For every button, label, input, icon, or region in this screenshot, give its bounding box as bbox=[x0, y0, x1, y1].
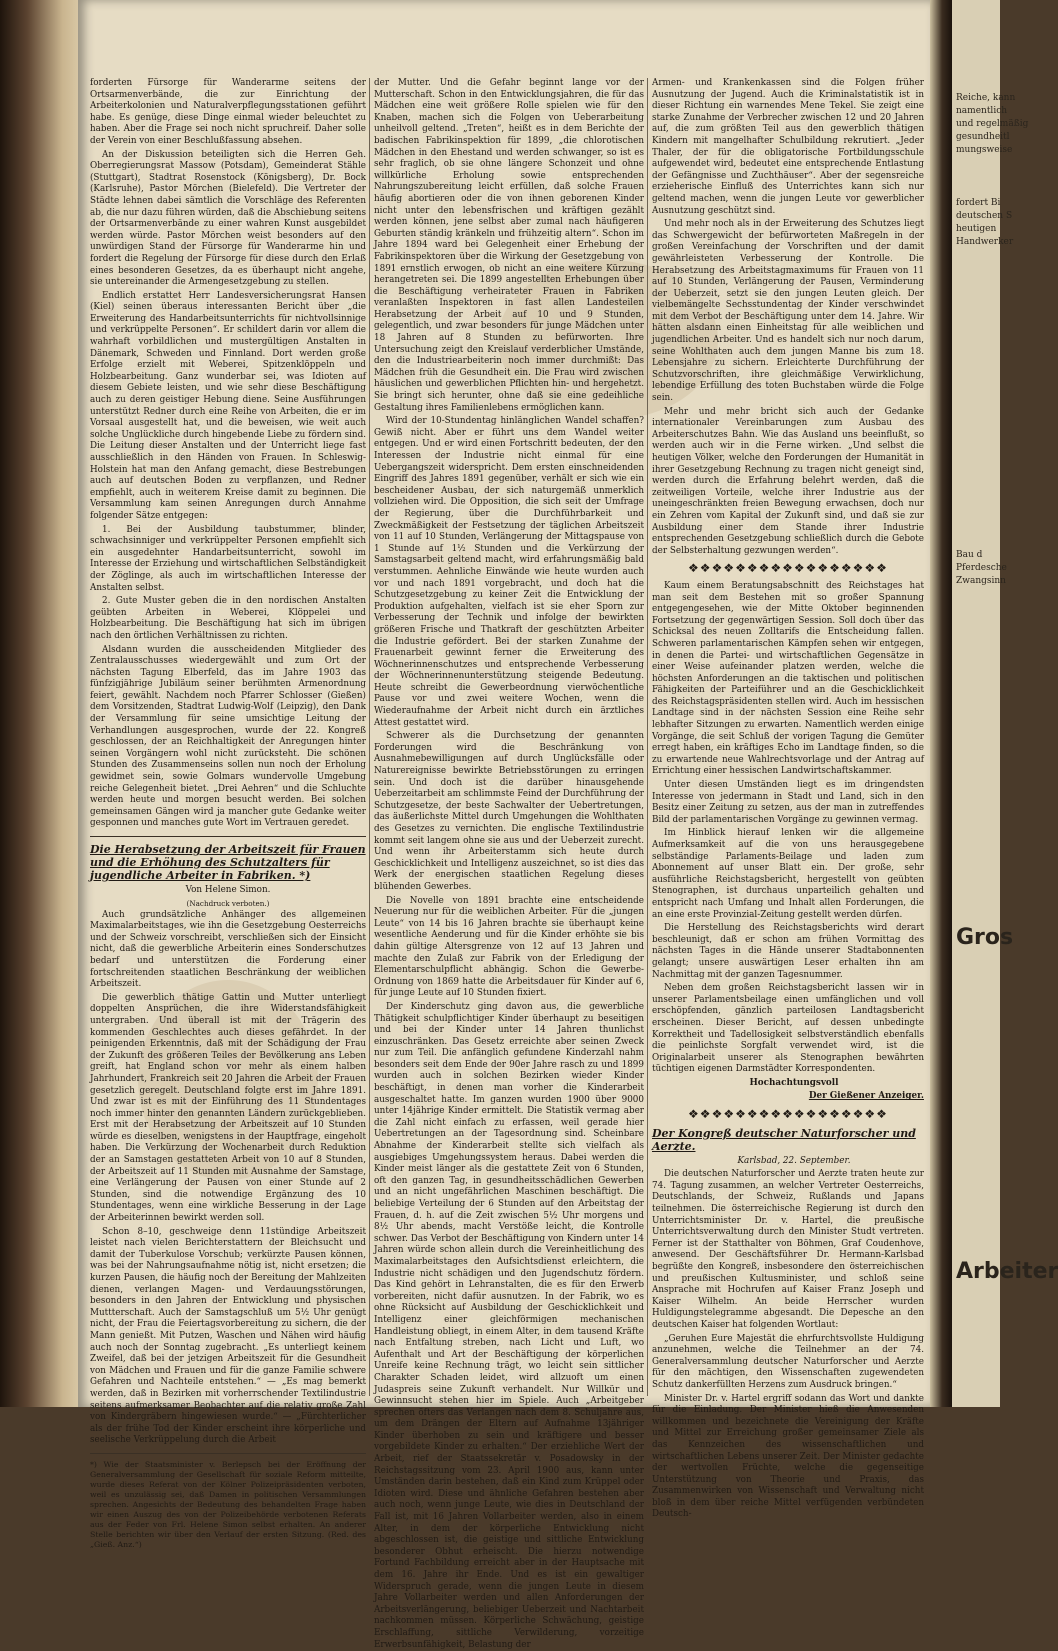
edge-text: deutschen S bbox=[956, 211, 1013, 221]
paragraph: Wird der 10-Stundentag hinlänglichen Wandel schaffen? Gewiß nicht. Aber er führt uns dem Wandel weiter entgegen. Und er wird einen Fortschritt bedeuten, der den Interessen der Industrie nicht einmal für eine Uebergangszeit widerspricht. Dem ersten einschneidenden Eingriff des Jahres 1891 gegenüber, verhält er sich wie ein bescheidener Ausbau, der sich naturgemäß unmerklich vollziehen wird. Die Opposition, die sich seit der Umfrage der Regierung, über die Durchführbarkeit und Zweckmäßigkeit der Festsetzung der täglichen Arbeitszeit von 11 auf 10 Stunden, Verlängerung der Mittagspause von 1 Stunde auf 1½ Stunden und die Verkürzung der Samstagsarbeit geltend macht, wird erfahrungsmäßig bald verstummen. Aehnliche Einwände wie heute wurden auch vor und nach 1891 vorgebracht, und doch hat die Schutzgesetzgebung zu keiner Zeit die Entwicklung der Produktion aufgehalten, vielfach ist sie eher Sporn zur Verbesserung der Technik und infolge der bewirkten größeren Frische und Thatkraft der geschützten Arbeiter die Industrie gefördert. Bei der starken Zunahme der Frauenarbeit gewinnt ferner die Erweiterung des Wöchnerinnenschutzes und entsprechende Verbesserung der Wöchnerinnenunterstützung steigende Bedeutung. Heute schreibt die Gewerbeordnung vierwöchentliche Pause vor und zwei weitere Wochen, wenn die Wiederaufnahme der Arbeit nicht durch ein ärztliches Attest gestattet wird. bbox=[374, 416, 644, 728]
paragraph: Kaum einem Beratungsabschnitt des Reichstages hat man seit dem Bestehen mit so großer Spannung entgegengesehen, wie der Mitte Oktober beginnenden Fortsetzung der gegenwärtigen Session. Soll doch über das Schicksal des neuen Zolltarifs die Entscheidung fallen. Schweren parlamentarischen Kämpfen sehen wir entgegen, in denen die Partei- und wirtschaftlichen Gegensätze in einer Weise aufeinander platzen werden, welche die höchsten Anforderungen an die taktischen und politischen Fähigkeiten der Parteiführer und an die Geschicklichkeit des Reichstagspräsidenten stellen wird. Auch im hessischen Landtage sind in der nächsten Session eine Reihe sehr lebhafter Sitzungen zu erwarten. Namentlich werden einige Vorgänge, die seit Schluß der vorigen Tagung die Gemüter erregt haben, ein kräftiges Echo im Landtage finden, so die zu erwartende neue Wahlrechtsvorlage und der Antrag auf Errichtung einer hessischen Landwirtschaftskammer. bbox=[652, 580, 924, 777]
column-1 bbox=[90, 78, 366, 1549]
paragraph: Im Hinblick hierauf lenken wir die allgemeine Aufmerksamkeit auf die von uns herausgegebene selbständige Parlaments-Beilage und laden zum Abonnement auf unser Blatt ein. Der große, sehr ausführliche Reichstagsbericht, hergestellt von geübten Stenographen, ist durchaus unparteilich gehalten und entspricht nach Umfang und Inhalt allen Forderungen, die an eine erste Provinzial-Zeitung gestellt werden dürfen. bbox=[652, 828, 924, 920]
edge-text: Pferdesche bbox=[956, 563, 1007, 573]
edge-text: fordert Bi bbox=[956, 198, 1001, 208]
paragraph: Unter diesen Umständen liegt es im dringendsten Interesse von jedermann in Stadt und Land, sich in den Besitz einer Zeitung zu setzen, aus der man in zutreffendes Bild der parlamentarischen Vorgänge zu gewinnen vermag. bbox=[652, 780, 924, 825]
column-2 bbox=[374, 78, 644, 1650]
paragraph: Die Novelle von 1891 brachte eine entscheidende Neuerung nur für die weiblichen Arbeiter. Für die „jungen Leute“ von 14 bis 16 Jahren brachte sie überhaupt keine wesentliche Aenderung und für die Kinder erhöhte sie bis dahin gültige Altersgrenze von 12 auf 13 Jahren und machte den Zulaß zur Fabrik von der Erledigung der Elementarschulpflicht abhängig. Schon die Gewerbe-Ordnung von 1869 hatte die Arbeitsdauer für Kinder auf 6, für junge Leute auf 10 Stunden fixiert. bbox=[374, 895, 644, 999]
paragraph: Die Herstellung des Reichstagsberichts wird derart beschleunigt, daß er schon am frühen Vormittag des nächsten Tages in die Hände unserer Stadtabonnenten gelangt; unsere auswärtigen Leser erhalten ihn am Nachmittag mit der ganzen Tagesnummer. bbox=[652, 923, 924, 980]
edge-text: Handwerker bbox=[956, 237, 1014, 247]
reprint-notice: (Nachdruck verboten.) bbox=[186, 898, 270, 908]
paragraph: 1. Bei der Ausbildung taubstummer, blinder, schwachsinniger und verkrüppelter Personen empfiehlt sich ein ausgedehnter Handarbeitsunterricht, sowohl im Interesse der Erziehung und wirtschaftlichen Selbständigkeit der Zöglinge, als auch im wirtschaftlichen Interesse der Anstalten selbst. bbox=[90, 524, 366, 593]
edge-text: gesundheitl bbox=[956, 132, 1010, 142]
article-headline: Der Kongreß deutscher Naturforscher und Aerzte. bbox=[652, 1126, 916, 1153]
byline: Von Helene Simon. bbox=[185, 885, 271, 895]
edge-text: mungsweise bbox=[956, 145, 1013, 155]
next-page-edge bbox=[952, 0, 1058, 1407]
footnote: *) Wie der Staatsminister v. Berlepsch bei der Eröffnung der Generalversammlung der Gesellschaft für soziale Reform mitteilte, wurde dieses Referat von der Kölner Polizeipräsidenten verboten, weil es unzulässig sei, daß Damen in politischen Versammlungen sprechen. Angesichts der Bedeutung des behandelten Frage haben wir einen Auszug des von der Polizeibehörde verbotenen Referats aus der Feder von Frl. Helene Simon selbst erhalten. An anderer Stelle berichten wir über den Verlauf der ersten Sitzung. (Red. des „Gieß. Anz.“) bbox=[90, 1459, 366, 1549]
paragraph: Die deutschen Naturforscher und Aerzte traten heute zur 74. Tagung zusammen, an welcher Vertreter Oesterreichs, Deutschlands, der Schweiz, Rußlands und Japans teilnehmen. Die österreichische Regierung ist durch den Unterrichtsminister Dr. v. Hartel, die preußische Unterrichtsverwaltung durch den Minister Studt vertreten. Ferner ist der Statthalter von Böhmen, Graf Coudenhove, anwesend. Der Geschäftsführer Dr. Hermann-Karlsbad begrüßte den Kongreß, insbesondere den österreichischen und preußischen Kultusminister, und schloß seine Ansprache mit Hochrufen auf Kaiser Franz Joseph und Kaiser Wilhelm. An beide Herrscher wurden Huldigungstelegramme abgesandt. Die Depesche an den deutschen Kaiser hat folgenden Wortlaut: bbox=[652, 1169, 924, 1330]
edge-text: namentlich bbox=[956, 106, 1008, 116]
dateline: Karlsbad, 22. September. bbox=[737, 1155, 851, 1166]
book-binding-edge bbox=[0, 0, 78, 1407]
divider bbox=[90, 836, 366, 837]
paragraph: Die gewerblich thätige Gattin und Mutter unterliegt doppelten Ansprüchen, die ihre Widerstandsfähigkeit untergraben. Und überall ist mit der Trägerin des kommenden Geschlechtes auch dieses gefährdet. In der peinigenden Erkenntnis, daß mit der Schädigung der Frau der Zukunft des größeren Teiles der Bevölkerung ans Leben greift, hat England schon vor mehr als einem halben Jahrhundert, Frankreich seit 20 Jahren die Arbeit der Frauen gesetzlich geregelt. Deutschland folgte erst im Jahre 1891. Und zwar ist es mit der Einführung des 11 Stundentages noch immer hinter den genannten Ländern zurückgeblieben. Erst mit der Herabsetzung der Arbeitszeit auf 10 Stunden würde es dieselben, wenigstens in der Hauptfrage, eingeholt haben. Die Verkürzung der Wochenarbeit durch Reduktion der an Samstagen gestatteten Arbeit von 10 auf 8 Stunden, der Arbeitszeit auf 11 Stunden mit Ausnahme der Samstage, eine Verlängerung der Pausen von einer Stunde auf 2 Stunden, sind die notwendige Ergänzung des 10 Stundentages, wenn eine wirkliche Besserung in der Lage der Arbeiterinnen bewirkt werden soll. bbox=[90, 992, 366, 1224]
paragraph: Schwerer als die Durchsetzung der genannten Forderungen wird die Beschränkung von Ausnahmebewilligungen auf durch Unglücksfälle oder Naturereignisse bewirkte Betriebsstörungen zu erringen sein. Und doch ist die darüber hinausgehende Ueberzeitarbeit am schlimmste Feind der Durchführung der Schutzgesetze, der beste Sachwalter der Uebertretungen, das äußerlichste Mittel durch Umgehungen die Wohlthaten des Gesetzes zu vernichten. Die englische Textilindustrie kommt seit langem ohne sie aus und der Ueberzeit zurecht. Und wenn ihr Arbeiterstamm sich heute durch Geschicklichkeit und Intelligenz auszeichnet, so ist dies das Werk der energischen staatlichen Regelung dieses blühenden Gewerbes. bbox=[374, 731, 644, 892]
edge-text: Bau d bbox=[956, 550, 983, 560]
ornament-divider-icon: ❖❖❖❖❖❖❖❖❖❖❖❖❖❖❖❖❖ bbox=[688, 561, 888, 576]
paragraph: „Geruhen Eure Majestät die ehrfurchtsvollste Huldigung anzunehmen, welche die Teilnehmer an der 74. Generalversammlung deutscher Naturforscher und Aerzte für den mächtigen, den Wissenschaften zugewendeten Schutz dankerfüllten Herzens zum Ausdruck bringen.“ bbox=[652, 1333, 924, 1390]
paragraph: An der Diskussion beteiligten sich die Herren Geh. Oberregierungsrat Massow (Potsdam), Gemeinderat Stähle (Stuttgart), Stadtrat Rosenstock (Königsberg), Dr. Bock (Karlsruhe), Pastor Mörchen (Bielefeld). Die Vertreter der Städte lehnen dabei sämtlich die Vorschläge des Referenten ab, die nur dazu führen würden, daß die Abschiebung seitens der Ortsarmenverbände zu einer wahren Kunst ausgebildet werden würde. Pastor Mörchen weist besonders auf den unwürdigen Stand der Fürsorge für Wanderarme hin und fordert die Regelung der Fürsorge für diese durch den Erlaß eines besonderen Gesetzes, da es überhaupt nicht angehe, sie untereinander die Armengesetzgebung zu stellen. bbox=[90, 149, 366, 288]
paragraph: Schon 8–10, geschweige denn 11stündige Arbeitszeit leistet nach vielen Berichterstattern der Bleichsucht und damit der Tuberkulose Vorschub; verkürzte Pausen können, was bei der Nahrungsaufnahme nötig ist, nicht ersetzen; die kurzen Pausen, die häufig noch der Bereitung der Mahlzeiten dienen, verlangen Magen- und Verdauungsstörungen, besonders in den Jahren der Entwicklung und physischen Muttterschaft. Auch der Samstagschluß um 5½ Uhr genügt nicht, der Frau die Feiertagsvorbereitung zu sichern, die der Mann genießt. Mit Putzen, Waschen und Nähen wird häufig auch noch der Sonntag zugebracht. „Es unterliegt keinem Zweifel, daß bei der jetzigen Arbeitszeit für die Gesundheit von Mädchen und Frauen und für die ganze Familie schwere Gefahren und Nachteile entstehen.“ — „Es mag bemerkt werden, daß in Bezirken mit vorherrschender Textilindustrie seitens aufmerksamer Beobachter auf die relativ große Zahl von Kindergräbern hingewiesen wurde.“ — „Fürchterlicher als der frühe Tod der Kinder erscheint ihre körperliche und seelische Verkrüppelung durch die Arbeit bbox=[90, 1226, 366, 1446]
paragraph: 2. Gute Muster geben die in den nordischen Anstalten geübten Arbeiten in Weberei, Klöppelei und Holzbearbeitung. Die Beschäftigung hat sich im übrigen nach den örtlichen Verhältnissen zu richten. bbox=[90, 596, 366, 641]
page-gutter bbox=[930, 0, 952, 1407]
article-headline: Die Herabsetzung der Arbeitszeit für Frauen und die Erhöhung des Schutzalters für jugendliche Arbeiter in Fabriken. *) bbox=[90, 843, 366, 882]
paragraph: Alsdann wurden die ausscheidenden Mitglieder des Zentralausschusses wiedergewählt und zum Ort der nächsten Tagung Elberfeld, das im Jahre 1903 das fünfzigjährige Jubiläum seiner berühmten Armenordnung feiert, gewählt. Nachdem noch Pfarrer Schlosser (Gießen) dem Vorsitzenden, Stadtrat Ludwig-Wolf (Leipzig), den Dank der Versammlung für seine umsichtige Leitung der Verhandlungen ausgesprochen, wurde der 22. Kongreß geschlossen, der an Reichhaltigkeit der Anregungen hinter seinen Vorgängern wohl nicht zurücksteht. Die schönen Stunden des Zusammenseins sollen nun noch der Erholung gewidmet sein, sowie Golmars wundervolle Umgebung reiche Gelegenheit bietet. „Drei Aehren“ und die Schluchte werden heute und morgen besucht werden. Bei solchen gemeinsamen Gängen wird ja mancher gute Gedanke weiter gesponnen und manches gute Wort im Vertrauen geredet. bbox=[90, 644, 366, 829]
paragraph: Minister Dr. v. Hartel ergriff sodann das Wort und dankte für die Einladung. Der Minister hieß die Anwesenden willkommen und bezeichnete die Vereinigung der Kräfte und Mittel zur Erreichung großer gemeinsamer Ziele als das Kennzeichen des wissenschaftlichen und wirtschaftlichen Lebens unserer Zeit. Der Minister gedachte der wertvollen Früchte, welche die gegenseitige Unterstützung von Theorie und Praxis, das Zusammenwirken von Wissenschaft und Verwaltung nicht bloß in dem über reiche Mittel verfügenden verbündeten Deutsch- bbox=[652, 1393, 924, 1520]
paragraph: Der Kinderschutz ging davon aus, die gewerbliche Thätigkeit schulpflichtiger Kinder überhaupt zu beseitigen und bei der Kinder unter 14 Jahren thunlichst einzuschränken. Das Gesetz erreichte aber seinen Zweck nur zum Teil. Die anfänglich gefundene Kinderzahl nahm besonders seit dem Ende der 90er Jahre rasch zu und 1899 wurden auch in solchen Bezirken wieder Kinder beschäftigt, in denen man vorher die Kinderarbeit ausgeschaltet hatte. Im ganzen wurden 1900 über 9000 unter 14jährige Kinder ermittelt. Die Statistik vermag aber die Zahl nicht einfach zu erfassen, weil gerade hier Uebertretungen an der Tagesordnung sind. Scheinbare Abnahme der Kinderarbeit stellte sich vielfach als ausgiebiges Umgehungssystem heraus. Dabei werden die Kinder meist länger als die gestattete Zeit von 6 Stunden, oft den ganzen Tag, in gesundheitsschädlichen Gewerben und an nicht ungefährlichen Maschinen beschäftigt. Die beliebige Verteilung der 6 Stunden auf den Arbeitstag der Frauen, d. h. auf die Zeit zwischen 5½ Uhr morgens und 8½ Uhr abends, macht Verstöße leicht, die Kontrolle schwer. Das Verbot der Beschäftigung von Kindern unter 14 Jahren würde schon allein durch die Vereinheitlichung des Maximalarbeitstages den Aufsichtsdienst erleichtern, die Industrie nicht schädigen und den Jugendschutz fördern. Das Kind gehört in Lehranstalten, die es für den Erwerb vorbereiten, nicht dafür ausnutzen. In der Fabrik, wo es ohne Rücksicht auf Ausbildung der Geschicklichkeit und Intelligenz einer gleichförmigen mechanischen Handleistung obliegt, in einem Alter, in dem tausend Kräfte nach Entfaltung streben, nach Licht und Luft, wo Aufenthalt und Art der Beschäftigung der körperlichen Unreife keine Rechnung trägt, wo leicht sein sittlicher Charakter Schaden leidet, wird allzuoft um einen Judaspreis seine Zukunft verhandelt. Nur Willkür und Gewinnsucht stehen hier im Spiele. Auch „Arbeitgeber sprechen öfters das Verlangen nach dem 8. Schuljahre aus, um dem Drängen der Eltern auf Aufnahme 13jähriger Kinder überhoben zu sein und kräftigere und besser vorgebildete Kinder zu erhalten.“ Der erziehliche Wert der Arbeit, rief der Staatssekretär v. Posadowsky in der Reichstagssitzung vom 23. April 1900 aus, kann unter Umständen darin bestehen, daß ein Kind zum Krüppel oder Idioten wird. Diese und ähnliche Gefahren bestehen aber auch noch, wenn junge Leute, wie dies in Deutschland der Fall ist, mit 16 Jahren Vollarbeiter werden, also in einem Alter, in dem der körperliche Entwicklung nicht abgeschlossen ist, die geistige und sittliche Entwicklung besonderer Obhut erheischt. Die hierzu notwendige Fortund Fachbildung erreicht aber in der Hauptsache mit dem 16. Jahre ihr Ende. Und es ist ein gewaltiger Widerspruch gerade, wenn die jungen Leute in diesem Jahre Vollarbeiter werden und allen Anforderungen der Arbeitsverlängerung, beliebiger Ueberzeit und Nachtarbeit nachkommen müssen. Körperliche Schwächung, geistige Erschlaffung, sittliche Verwilderung, vorzeitige Erwerbsunfähigkeit, Belastung der bbox=[374, 1001, 644, 1650]
column-rule bbox=[369, 78, 370, 1396]
edge-text: heutigen bbox=[956, 224, 997, 234]
paragraph: der Mutter. Und die Gefahr beginnt lange vor der Mutterschaft. Schon in den Entwicklungsjahren, die für das Mädchen eine weit größere Rolle spielen wie für den Knaben, machen sich die Folgen von Ueberarbeitung unheilvoll geltend. „Treten“, heißt es in dem Berichte der badischen Fabrikinspektion für 1899, „die chlorotischen Mädchen in den Ehestand und werden schwanger, so ist es sehr fraglich, ob sie ohne längere Schonzeit und ohne willkürliche Erholung sowie entsprechenden Nahrungszubereitung leicht erfüllen, daß solche Frauen häufig abortieren oder die von ihnen geborenen Kinder nicht unter den lebensfrischen und kräftigen gezählt werden können, jene selbst aber zumal nach häufigeren Geburten ständig kränkeln und frühzeitig altern“. Schon im Jahre 1894 ward bei Gelegenheit einer Erhebung der Fabrikinspektoren über die Wirkung der Gesetzgebung von 1891 ernstlich erwogen, ob nicht an eine weitere Kürzung herangetreten sei. Die 1899 angestellten Erhebungen über die Beschäftigung verheirateter Frauen in Fabriken veranlaßten Inspektoren in fast allen Landesteilen Herabsetzung der Arbeit auf 10 und 9 Stunden, gelegentlich, und zwar besonders für junge Mädchen unter 18 Jahren auf 8 Stunden zu befürworten. Ihre Untersuchung zeigt den Kreislauf verderblicher Umstände, den die Industriearbeiterin noch immer durchmißt: Das Mädchen früh die Gesundheit ein. Die Frau wird zwischen häuslichen und gewerblichen Pflichten hin- und hergehetzt. Sie bringt sich herunter, ohne daß sie eine gedeihliche Gestaltung ihres Familienlebens ermöglichen kann. bbox=[374, 78, 644, 413]
paragraph: Neben dem großen Reichstagsbericht lassen wir in unserer Parlamentsbeilage einen umfänglichen und voll erschöpfenden, gänzlich parteilosen Landtagsbericht erscheinen. Dieser Bericht, auf dessen unbedingte Korrektheit und Tadellosigkeit selbstverständlich ebenfalls die peinlichste Sorgfalt verwendet wird, ist die Originalarbeit unserer als Stenographen bewährten tüchtigen eigenen Darmstädter Korrespondenten. bbox=[652, 983, 924, 1075]
signature: Der Gießener Anzeiger. bbox=[808, 1091, 924, 1102]
paragraph: Armen- und Krankenkassen sind die Folgen früher Ausnutzung der Jugend. Auch die Kriminalstatistik ist in dieser Richtung ein warnendes Mene Tekel. Sie zeigt eine starke Zunahme der Verbrecher zwischen 12 und 20 Jahren auf, die zum größten Teil aus den gewerblich thätigen Kindern mit mangelhafter Schulbildung rekrutiert. „Jeder Thaler, der für die obligatorische Fortbildungsschule aufgewendet wird, bedeutet eine entsprechende Entlastung der Gefängnisse und Zuchthäuser“. Aber der segensreiche erzieherische Einfluß des Unterrichtes kann sich nur geltend machen, wenn die jungen Leute vor gewerblicher Ausnutzung geschützt sind. bbox=[652, 78, 924, 216]
paragraph: Endlich erstattet Herr Landesversicherungsrat Hansen (Kiel) seinen überaus interessanten Bericht über „die Erweiterung des Handarbeitsunterrichts für nichtvollsinnige und verkrüppelte Personen“. Er schildert darin vor allem die wahrhaft vorbildlichen und mustergültigen Anstalten in Dänemark, Schweden und Finnland. Dort werden große Erfolge erzielt mit Weberei, Spitzenklöppeln und Holzbearbeitung. Ganz wunderbar sei, was Idioten auf diesem Gebiete leisten, und wie sehr diese Beschäftigung auch zu deren geistiger Hebung diene. Seine Ausführungen unterstützt Redner durch eine Reihe von Arbeiten, die er im Vorsaal ausgestellt hat, und die beweisen, wie weit auch solche Unglückliche durch hingebende Liebe zu fördern sind. Die Leitung dieser Anstalten und der Unterricht liege fast ausschließlich in den Händen von Frauen. In Schleswig-Holstein hat man den Anfang gemacht, diese Bestrebungen auch auf deutschen Boden zu verpflanzen, und Redner empfiehlt, auch in weiterem Kreise damit zu beginnen. Die Versammlung kam seinen Anregungen durch Annahme folgender Sätze entgegen: bbox=[90, 290, 366, 521]
paragraph: forderten Fürsorge für Wanderarme seitens der Ortsarmenverbände, die zur Einrichtung der Arbeiterkolonien und Naturalverpflegungsstationen geführt habe. Es genüge, diese Dinge einmal wieder beleuchtet zu haben. Aber die Frage sei noch nicht spruchreif. Daher solle der Verein von einer Beschlußfassung absehen. bbox=[90, 78, 366, 146]
closing: Hochachtungsvoll bbox=[749, 1077, 839, 1088]
paragraph: Auch grundsätzliche Anhänger des allgemeinen Maximalarbeitstages, wie ihn die Gesetzgebung Oesterreichs und der Schweiz vorschreibt, verschließen sich der Einsicht nicht, daß die gewerbliche Arbeiterin eines Sonderschutzes bedarf und unterstützen die Forderung einer fortschreitenden staatlichen Beschränkung der weiblichen Arbeitszeit. bbox=[90, 909, 366, 990]
paragraph: Und mehr noch als in der Erweiterung des Schutzes liegt das Schwergewicht der befürworteten Maßregeln in der großen Vereinfachung der Vorschriften und der damit gewährleisteten Verbesserung der Kontrolle. Die Herabsetzung des Arbeitstagmaximums für Frauen von 11 auf 10 Stunden, Verlängerung der Pausen, Verminderung der Ueberzeit, setzt sie den jungen Leuten gleich. Der vielbemängelte Sechsstundentag der Kinder verschwindet mit dem Verbot der Beschäftigung unter dem 14. Jahre. Wir hätten alsdann einen Einheitstag für alle weiblichen und jugendlichen Arbeiter. Und es handelt sich nur noch darum, seine Wohlthaten auch dem jungen Manne bis zum 18. Lebensjahre zu sichern. Erleichterte Durchführung der Schutzvorschriften, ihre gleichmäßige Verwirklichung, lebendige Erfüllung des toten Buchstaben würde die Folge sein. bbox=[652, 219, 924, 404]
edge-headline: Gros bbox=[956, 925, 1014, 950]
edge-text: und regelmäßig bbox=[956, 119, 1029, 129]
edge-text: Reiche, kann bbox=[956, 93, 1016, 103]
divider bbox=[90, 1453, 366, 1454]
edge-headline: Arbeiter bbox=[956, 1259, 1058, 1284]
paragraph: Mehr und mehr bricht sich auch der Gedanke internationaler Vereinbarungen zum Ausbau des Arbeiterschutzes Bahn. Wie das Ausland uns beeinflußt, so werden auch wir in die Ferne wirken. „Und selbst die heutigen Völker, welche den Forderungen der Humanität in ihrer Gesetzgebung Rechnung zu tragen nicht geneigt sind, werden durch die Erfahrung belehrt werden, daß die zeitweiligen Vorteile, welche ihrer Industrie aus der uneingeschränkten freien Bewegung erwachsen, doch nur ein Zehren vom Kapital der Zukunft sind, und daß sie zur Ausbildung einer dem Stande ihrer Industrie entsprechenden Gesetzgebung schließlich durch die Gebote der Selbsterhaltung gezwungen werden“. bbox=[652, 406, 924, 556]
ornament-divider-icon: ❖❖❖❖❖❖❖❖❖❖❖❖❖❖❖❖❖ bbox=[688, 1107, 888, 1122]
column-rule bbox=[647, 78, 648, 1396]
edge-text: Zwangsinn bbox=[956, 576, 1006, 586]
column-3 bbox=[652, 78, 924, 1520]
